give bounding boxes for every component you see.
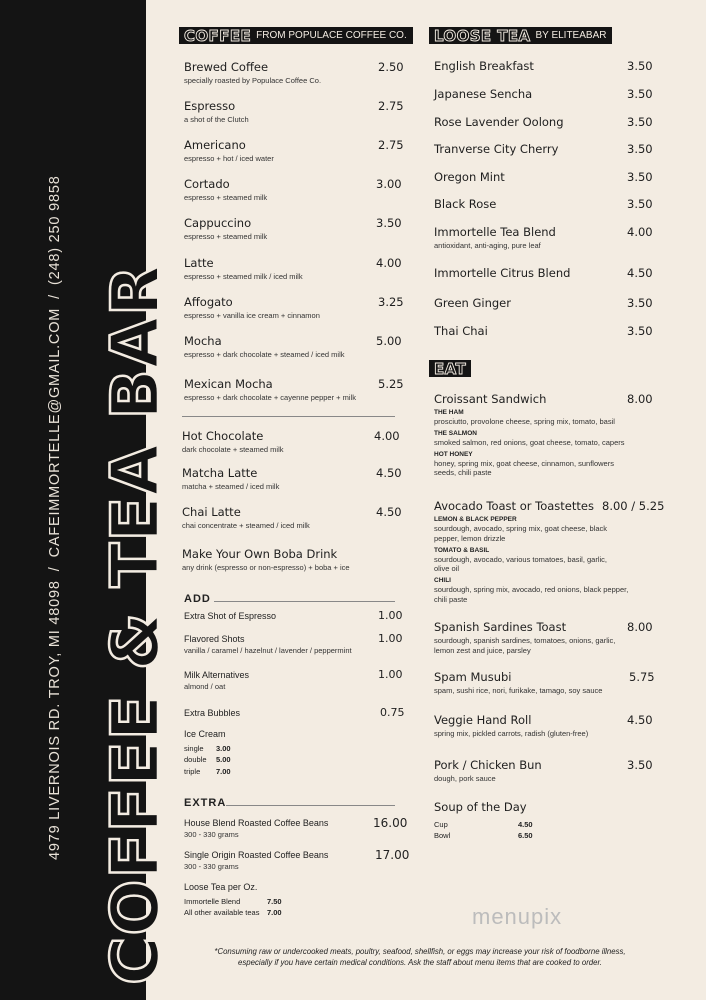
item-price: 4.50 [376, 466, 402, 480]
menu-item: Make Your Own Boba Drink any drink (espresso or non-espresso) + boba + ice [182, 547, 350, 572]
menu-item: Americano espresso + hot / iced water [184, 138, 274, 163]
loose-tea-row: All other available teas 7.00 [184, 908, 282, 917]
extra-item: House Blend Roasted Coffee Beans 300 - 330 grams [184, 818, 329, 839]
tea-header [429, 27, 612, 44]
item-price: 2.75 [378, 138, 404, 152]
tea-item: English Breakfast [434, 59, 534, 73]
tea-price: 4.00 [627, 225, 653, 239]
tea-price: 3.50 [627, 142, 653, 156]
add-item: Extra Shot of Espresso [184, 611, 277, 621]
add-item: Milk Alternatives almond / oat [184, 670, 250, 691]
tea-item: Green Ginger [434, 296, 511, 310]
item-price: 2.75 [378, 99, 404, 113]
add-item: Flavored Shots vanilla / caramel / hazelnut / lavender / peppermint [184, 634, 352, 655]
item-price: 3.25 [378, 295, 404, 309]
menu-item: Hot Chocolate dark chocolate + steamed milk [182, 429, 284, 454]
email: CAFEIMMORTELLE@GMAIL.COM [47, 307, 63, 558]
menu-item: Cortado espresso + steamed milk [184, 177, 268, 202]
food-price: 8.00 [627, 620, 653, 634]
add-price: 1.00 [378, 609, 403, 622]
eat-header-title: EAT [434, 359, 467, 378]
coffee-header-title: COFFEE [184, 26, 252, 45]
separator: / [47, 566, 63, 572]
extra-section-title: EXTRA [184, 797, 227, 809]
add-price: 0.75 [380, 706, 405, 719]
address: 4979 LIVERNOIS RD. TROY, MI 48098 [47, 580, 63, 860]
item-price: 2.50 [378, 60, 404, 74]
food-price: 3.50 [627, 758, 653, 772]
food-price: 4.50 [627, 713, 653, 727]
tea-header-title: LOOSE TEA [434, 26, 531, 45]
footer-disclaimer: *Consuming raw or undercooked meats, poultry, seafood, shellfish, or eggs may increase your risk of foodborne illness, especially if you have certain medical conditions. Ask the staff about menu items that are cooked to order. [214, 947, 626, 967]
tea-price: 3.50 [627, 170, 653, 184]
sidebar [0, 0, 174, 1000]
add-price: 1.00 [378, 668, 403, 681]
tea-price: 3.50 [627, 115, 653, 129]
food-price: 8.00 / 5.25 [602, 499, 665, 513]
contact-line [47, 175, 63, 860]
tea-item: Immortelle Tea Blend antioxidant, anti-aging, pure leaf [434, 225, 556, 250]
menu-item: Matcha Latte matcha + steamed / iced milk [182, 466, 280, 491]
tea-item: Immortelle Citrus Blend [434, 266, 571, 280]
food-item: Spam Musubi spam, sushi rice, nori, furikake, tamago, soy sauce [434, 670, 603, 695]
coffee-header-sub: FROM POPULACE COFFEE CO. [256, 30, 407, 41]
soup-row: Bowl 6.50 [434, 831, 533, 840]
food-price: 8.00 [627, 392, 653, 406]
menu-item: Espresso a shot of the Clutch [184, 99, 249, 124]
loose-tea-row: Immortelle Blend 7.50 [184, 897, 282, 906]
item-price: 3.00 [376, 177, 402, 191]
item-price: 4.00 [376, 256, 402, 270]
food-item: Spanish Sardines Toast sourdough, spanish sardines, tomatoes, onions, garlic, lemon zest and juice, parsley [434, 620, 616, 655]
divider [214, 601, 395, 602]
ice-cream-row: double 5.00 [184, 755, 231, 764]
add-item: Extra Bubbles [184, 708, 241, 718]
menu-item: Affogato espresso + vanilla ice cream + cinnamon [184, 295, 320, 320]
tea-price: 3.50 [627, 87, 653, 101]
food-item: Pork / Chicken Bun dough, pork sauce [434, 758, 542, 783]
extra-item: Single Origin Roasted Coffee Beans 300 - 330 grams [184, 850, 329, 871]
item-price: 5.25 [378, 377, 404, 391]
menu-item: Cappuccino espresso + steamed milk [184, 216, 268, 241]
tea-price: 3.50 [627, 197, 653, 211]
tea-item: Japanese Sencha [434, 87, 533, 101]
ice-cream-title: Ice Cream [184, 729, 226, 739]
eat-header [429, 360, 471, 377]
tea-item: Rose Lavender Oolong [434, 115, 564, 129]
divider [182, 416, 395, 417]
separator: / [47, 294, 63, 299]
tea-price: 4.50 [627, 266, 653, 280]
menu-item: Mexican Mocha espresso + dark chocolate + cayenne pepper + milk [184, 377, 356, 402]
tea-item: Tranverse City Cherry [434, 142, 559, 156]
food-price: 5.75 [629, 670, 655, 684]
cafe-title: COFFEE & TEA BAR [97, 264, 174, 985]
tea-price: 3.50 [627, 59, 653, 73]
food-item: Veggie Hand Roll spring mix, pickled carrots, radish (gluten-free) [434, 713, 589, 738]
food-item: Avocado Toast or Toastettes LEMON & BLACK PEPPER sourdough, avocado, spring mix, goat cheese, black pepper, lemon drizzle TOMATO & BASIL sourdough, avocado, various tomatoes, basil, garlic, olive oil CHILI sourdough, spring mix, avocado, red onions, black pepper, chili paste [434, 499, 629, 604]
item-price: 4.50 [376, 505, 402, 519]
soup-row: Cup 4.50 [434, 820, 533, 829]
phone: (248) 250 9858 [47, 175, 63, 285]
menu-item: Mocha espresso + dark chocolate + steamed / iced milk [184, 334, 345, 359]
watermark: menupix [472, 904, 563, 929]
tea-item: Oregon Mint [434, 170, 505, 184]
add-price: 1.00 [378, 632, 403, 645]
extra-price: 17.00 [375, 848, 410, 862]
soup-item: Soup of the Day [434, 800, 527, 814]
ice-cream-row: triple 7.00 [184, 767, 231, 776]
item-price: 5.00 [376, 334, 402, 348]
tea-price: 3.50 [627, 296, 653, 310]
tea-item: Black Rose [434, 197, 497, 211]
menu-item: Latte espresso + steamed milk / iced milk [184, 256, 303, 281]
food-item: Croissant Sandwich THE HAM prosciutto, provolone cheese, spring mix, tomato, basil THE SALMON smoked salmon, red onions, goat cheese, tomato, capers HOT HONEY honey, spring mix, goat cheese, cinnamon, sunflowers seeds, chili paste [434, 392, 625, 478]
add-section-title: ADD [184, 593, 211, 605]
tea-item: Thai Chai [434, 324, 488, 338]
tea-header-sub: BY ELITEABAR [535, 30, 607, 41]
divider [226, 805, 395, 806]
ice-cream-row: single 3.00 [184, 744, 231, 753]
tea-price: 3.50 [627, 324, 653, 338]
item-price: 4.00 [374, 429, 400, 443]
item-price: 3.50 [376, 216, 402, 230]
extra-price: 16.00 [373, 816, 408, 830]
coffee-header [179, 27, 413, 44]
loose-tea-title: Loose Tea per Oz. [184, 882, 258, 892]
menu-item: Chai Latte chai concentrate + steamed / iced milk [182, 505, 310, 530]
menu-item: Brewed Coffee specially roasted by Populace Coffee Co. [184, 60, 322, 85]
